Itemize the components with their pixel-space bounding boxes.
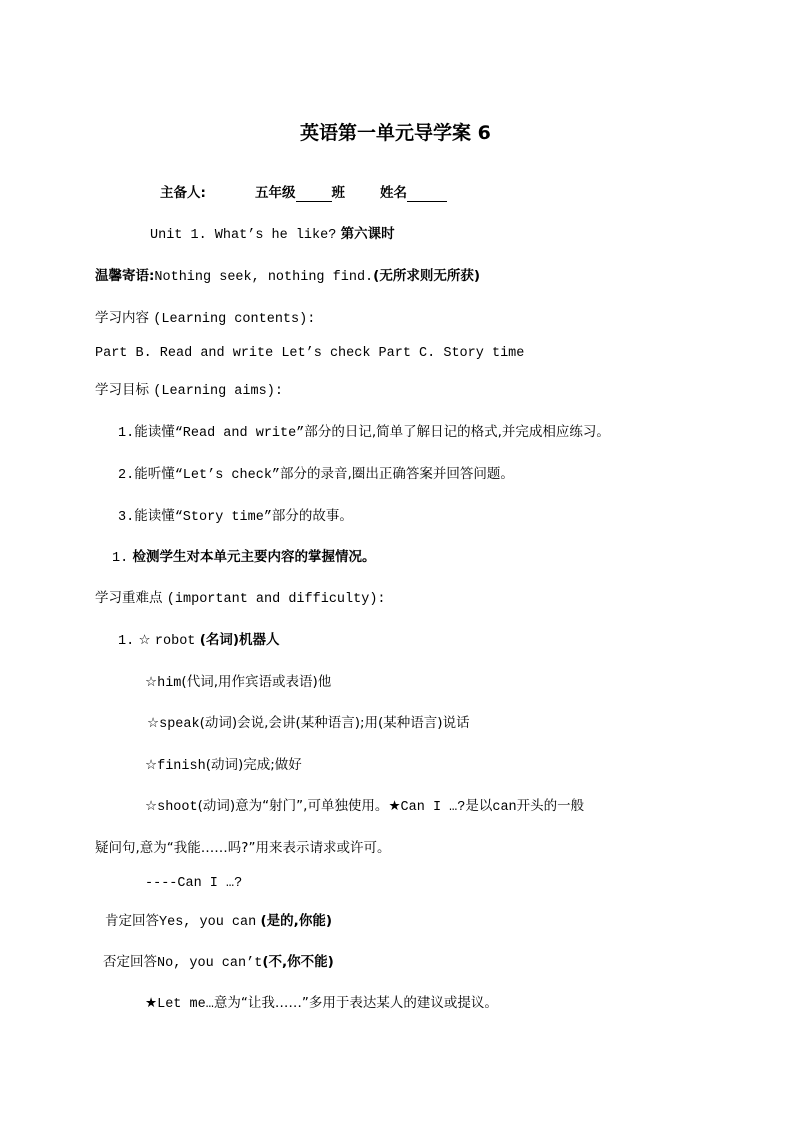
name-blank [407,187,447,202]
vocab-item-shoot [145,797,584,817]
aim-num: 3. [118,510,135,525]
vocab-word: shoot [157,800,198,815]
difficulty-heading-en: (important and difficulty): [166,592,386,607]
star-outline-icon: ☆ [145,674,158,690]
vocab-item-finish [145,756,302,776]
star-outline-icon: ☆ [145,757,158,773]
aim-num: 1. [118,426,135,441]
no-label: 否定回答 [103,954,157,970]
can-question-cont: 疑问句,意为“我能……吗?”用来表示请求或许可。 [95,840,391,856]
aim-en: “Let’s check” [174,468,281,483]
contents-heading-cn: 学习内容 [95,310,149,326]
contents-heading-en: (Learning contents): [153,312,316,327]
aim-item-1 [118,423,610,443]
class-label: 班 [331,185,345,201]
star-filled-icon: ★ [145,995,158,1011]
aim-post: 部分的录音,圈出正确答案并回答问题。 [280,466,514,482]
let-me-cn: 意为“让我……”多用于表达某人的建议或提议。 [213,995,498,1011]
difficulty-heading [95,589,386,609]
class-blank [296,187,332,202]
can-question-cn-2: 开头的一般 [516,798,585,814]
aim-en: “Read and write” [174,426,305,441]
grade-label: 五年级 [255,185,296,201]
yes-cn: (是的,你能) [260,913,332,929]
star-outline-icon: ☆ [138,632,151,648]
yes-en: Yes, you can [159,915,257,930]
aim-en: “Story time” [174,510,272,525]
can-question-cn: 是以 [465,798,493,814]
grade-field [255,184,345,202]
can-word: can [492,800,517,815]
yes-label: 肯定回答 [105,913,159,929]
tip-cn: (无所求则无所获) [373,268,480,284]
aim-pre: 能听懂 [134,466,175,482]
aim-post: 部分的故事。 [271,508,353,524]
unit-lesson-cn: 第六课时 [340,226,395,242]
unit-title-en: Unit 1. What’s he like? [150,228,337,243]
no-answer [103,953,334,973]
let-me-line [145,994,498,1014]
page-title: 英语第一单元导学案 6 [300,122,491,144]
contents-text: Part B. Read and write Let’s check Part C. Story time [95,346,525,361]
vocab-word: speak [159,717,200,732]
preparer-label: 主备人: [160,185,206,201]
yes-answer [105,912,332,932]
vocab-item-robot [118,631,280,651]
aim-pre: 能读懂 [134,424,175,440]
aim-item-3 [118,507,353,527]
dialog-line: ----Can I …? [145,876,243,891]
vocab-note: (代词,用作宾语或表语)他 [181,674,332,690]
aim-item-2 [118,465,514,485]
tip-label: 温馨寄语: [95,268,155,284]
vocab-num: 1. [118,634,135,649]
no-en: No, you can’t [157,956,263,971]
vocab-word: him [157,676,182,691]
name-label: 姓名 [380,185,407,201]
no-cn: (不,你不能) [262,954,334,970]
name-field [380,184,447,202]
vocab-note: (动词)完成;做好 [205,757,302,773]
aim-extra [112,548,376,568]
aims-heading-en: (Learning aims): [153,384,283,399]
vocab-word: finish [157,759,206,774]
aims-heading-cn: 学习目标 [95,382,149,398]
vocab-item-him [145,673,331,693]
aim-num: 2. [118,468,135,483]
aim-extra-text: 检测学生对本单元主要内容的掌握情况。 [132,549,376,565]
aim-pre: 能读懂 [134,508,175,524]
difficulty-heading-cn: 学习重难点 [95,590,163,606]
star-outline-icon: ☆ [145,798,158,814]
aim-post: 部分的日记,简单了解日记的格式,并完成相应练习。 [304,424,610,440]
vocab-item-speak [147,714,470,734]
aim-extra-num: 1. [112,551,129,566]
vocab-note: (动词)意为“射门”,可单独使用。 [197,798,389,814]
vocab-word: robot [154,634,196,649]
can-question-en: Can I …? [400,800,466,815]
vocab-note: (动词)会说,会讲(某种语言);用(某种语言)说话 [199,715,470,731]
let-me-en: Let me… [157,997,214,1012]
star-filled-icon: ★ [388,798,401,814]
tip-en: Nothing seek, nothing find. [154,270,374,285]
contents-heading [95,309,315,329]
unit-line [150,225,395,245]
vocab-note: (名词)机器人 [199,632,280,648]
aims-heading [95,381,283,401]
tip-line [95,267,480,287]
star-outline-icon: ☆ [147,715,160,731]
